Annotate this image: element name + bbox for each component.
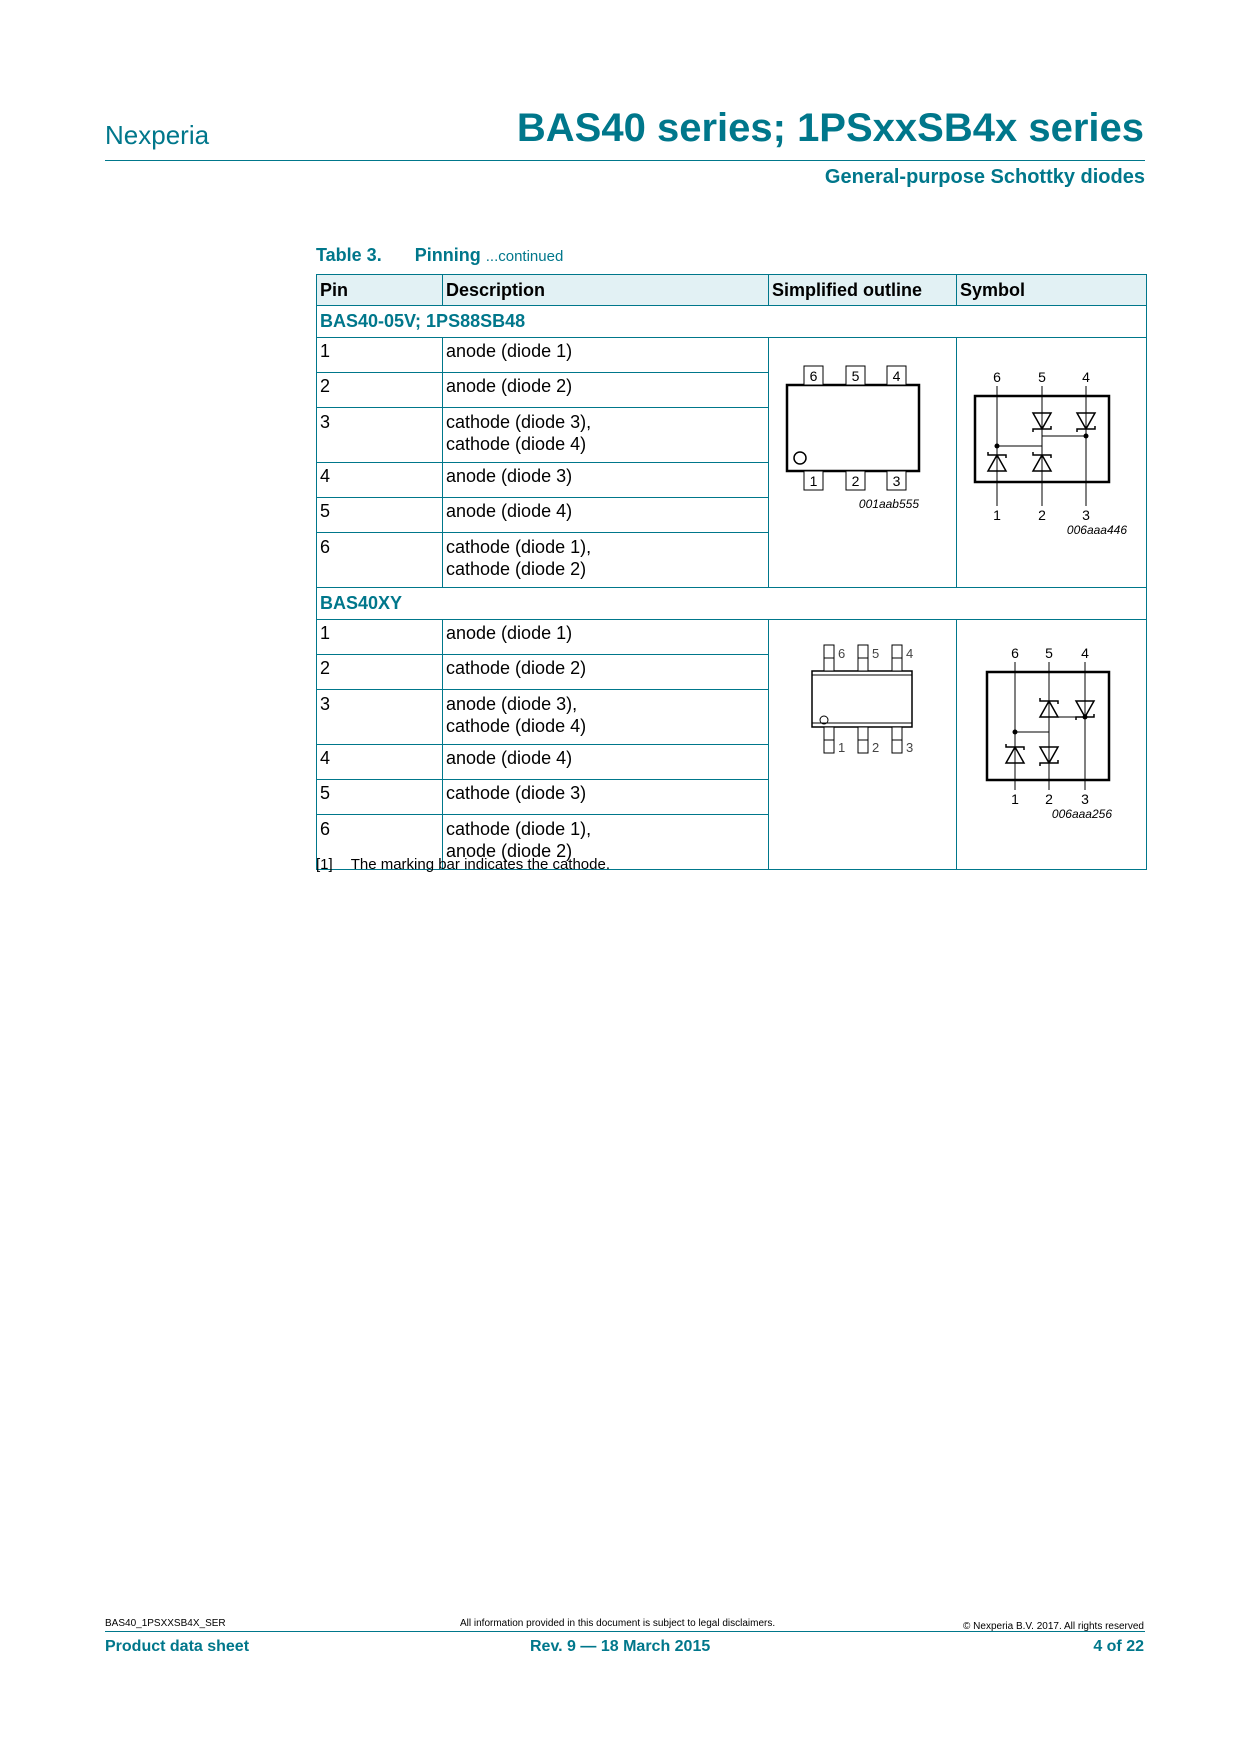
symbol-cell [957,620,1147,870]
pin-label: 1 [1011,791,1019,807]
footer-doc-type: Product data sheet [105,1638,250,1655]
pin-description-line: anode (diode 2) [446,841,573,861]
pin-label: 2 [872,740,880,755]
document-subtitle: General-purpose Schottky diodes [824,166,1145,188]
pin-description-line: cathode (diode 4) [446,434,587,454]
footer-disclaimer: All information provided in this document is subject to legal disclaimers. [460,1618,776,1629]
footnote [316,856,610,873]
group-row [317,588,1147,620]
header-rule [105,160,1145,161]
pin-label: 4 [906,646,914,661]
pin-label: 6 [838,646,846,661]
table-name: Pinning [414,245,481,265]
footer-doc-id: BAS40_1PSXXSB4X_SER [105,1618,226,1629]
pin-label: 2 [1038,507,1046,523]
pinning-table [316,274,1147,870]
footer-rule [105,1631,1145,1632]
pin-number: 1 [317,338,443,373]
footer-revision: Rev. 9 — 18 March 2015 [530,1638,711,1655]
pin-label: 3 [1081,791,1089,807]
pin-description-line: cathode (diode 1), [446,537,592,557]
table-row [317,620,1147,655]
table-header-row [317,275,1147,306]
pin-label: 1 [838,740,846,755]
table-number: Table 3. [316,245,382,265]
pin-description [443,498,769,533]
pin-number: 2 [317,655,443,690]
footnote-ref: [1] [316,856,333,873]
pin-number: 3 [317,408,443,463]
brand-name: Nexperia [105,120,210,150]
simplified-outline-cell [769,620,957,870]
column-header: Description [443,275,769,306]
pin-label: 3 [906,740,914,755]
group-name: BAS40-05V; 1PS88SB48 [317,306,1147,338]
symbol-code: 006aaa446 [1066,523,1127,537]
pin-label: 1 [809,473,818,489]
diode-symbol-drawing [957,338,1145,538]
pin-description [443,338,769,373]
pin-description-line: cathode (diode 3) [446,783,587,803]
pin-number: 5 [317,498,443,533]
pin-description [443,463,769,498]
table-caption [316,245,563,266]
pin-description-line: cathode (diode 4) [446,716,587,736]
document-title: BAS40 series; 1PSxxSB4x series [516,106,1144,150]
pin-number: 2 [317,373,443,408]
pin-number: 1 [317,620,443,655]
pin-label: 1 [993,507,1001,523]
pin-description [443,690,769,745]
pin-description [443,373,769,408]
pin-description-line: anode (diode 2) [446,376,573,396]
pin-label: 4 [892,368,901,384]
pin-description [443,780,769,815]
pin-label: 5 [851,368,860,384]
symbol-cell [957,338,1147,588]
pin-description-line: anode (diode 3), [446,694,578,714]
pin-number: 6 [317,533,443,588]
table-continued: ...continued [485,248,564,265]
footnote-text: The marking bar indicates the cathode. [350,856,611,873]
outline-code: 001aab555 [858,497,919,511]
simplified-outline-cell [769,338,957,588]
pin-label: 3 [1082,507,1090,523]
column-header: Pin [317,275,443,306]
pin-label: 6 [1011,645,1019,661]
pin-label: 6 [809,368,818,384]
footer-page-number: 4 of 22 [1093,1638,1144,1655]
pin-description-line: anode (diode 1) [446,341,573,361]
group-name: BAS40XY [317,588,1147,620]
pin-description-line: cathode (diode 2) [446,658,587,678]
diode-symbol-drawing [957,620,1145,820]
sot666-outline-drawing [769,338,955,528]
footer-copyright: © Nexperia B.V. 2017. All rights reserved [963,1621,1144,1632]
pin-description [443,620,769,655]
pin-description-line: anode (diode 4) [446,748,573,768]
pin-label: 4 [1081,645,1089,661]
group-row [317,306,1147,338]
pin-label: 3 [892,473,901,489]
table-row [317,338,1147,373]
pin-number: 5 [317,780,443,815]
column-header: Simplified outline [769,275,957,306]
pin-label: 5 [872,646,880,661]
pin-label: 2 [1045,791,1053,807]
pin-description [443,533,769,588]
pin-label: 4 [1082,369,1090,385]
pin-label: 5 [1045,645,1053,661]
pin-label: 5 [1038,369,1046,385]
pin-description [443,408,769,463]
pin-number: 3 [317,690,443,745]
column-header: Symbol [957,275,1147,306]
symbol-code: 006aaa256 [1051,807,1112,820]
pin-description-line: anode (diode 1) [446,623,573,643]
pin-number: 4 [317,745,443,780]
pin-description [443,745,769,780]
pin-description-line: cathode (diode 2) [446,559,587,579]
pin-label: 6 [993,369,1001,385]
pin-description-line: anode (diode 4) [446,501,573,521]
pin-description-line: cathode (diode 1), [446,819,592,839]
pin-label: 2 [851,473,860,489]
sot363-outline-drawing [769,620,955,810]
pin-description [443,655,769,690]
pin-number: 4 [317,463,443,498]
pin-number: 6 [317,815,443,870]
pin-description-line: anode (diode 3) [446,466,573,486]
pin-description-line: cathode (diode 3), [446,412,592,432]
